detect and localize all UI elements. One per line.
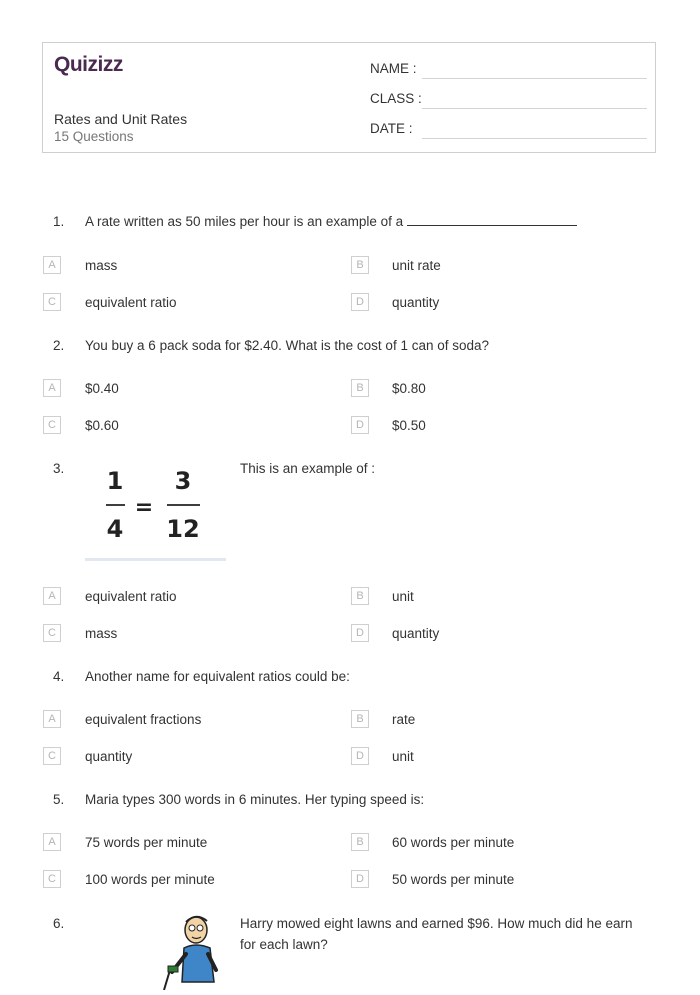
option-letter: D (351, 870, 369, 888)
option-text: quantity (392, 626, 440, 641)
question-number: 1. (53, 214, 65, 229)
question-1-text: A rate written as 50 miles per hour is an example of a (85, 214, 404, 229)
option-letter: C (43, 416, 61, 434)
fraction-right-numerator: 3 (174, 467, 192, 495)
question-text: This is an example of : (240, 461, 376, 476)
date-line (422, 138, 647, 139)
class-label: CLASS : (370, 91, 422, 106)
option-text: equivalent ratio (85, 589, 177, 604)
option-letter: D (351, 624, 369, 642)
option-text: equivalent ratio (85, 295, 177, 310)
answer-blank (407, 225, 577, 226)
question-count: 15 Questions (54, 129, 134, 144)
worksheet-title: Rates and Unit Rates (54, 111, 188, 127)
name-field (370, 58, 647, 80)
fraction-right-denominator: 12 (166, 515, 200, 543)
option-letter: D (351, 747, 369, 765)
option-letter: D (351, 293, 369, 311)
date-field (370, 118, 647, 140)
option-letter: B (351, 256, 369, 274)
fraction-graphic (85, 462, 226, 562)
question-number: 5. (53, 792, 65, 807)
name-line (422, 78, 647, 79)
option-letter: A (43, 587, 61, 605)
option-letter: B (351, 833, 369, 851)
equals-sign: = (134, 495, 154, 520)
option-letter: A (43, 710, 61, 728)
fraction-left-numerator: 1 (106, 467, 124, 495)
option-letter: C (43, 624, 61, 642)
quizizz-logo: Quizizz (54, 53, 123, 76)
option-text: unit rate (392, 258, 441, 273)
image-underline (85, 558, 226, 561)
cartoon-graphic (150, 912, 230, 990)
fraction-image (85, 462, 226, 562)
question-number: 4. (53, 669, 65, 684)
option-letter: B (351, 710, 369, 728)
lawn-mower-cartoon-icon (150, 912, 230, 990)
option-text: 100 words per minute (85, 872, 215, 887)
option-letter: C (43, 293, 61, 311)
option-text: mass (85, 258, 118, 273)
option-text: equivalent fractions (85, 712, 202, 727)
option-letter: B (351, 379, 369, 397)
option-text: $0.80 (392, 381, 426, 396)
question-number: 6. (53, 916, 65, 931)
option-letter: C (43, 747, 61, 765)
option-text: rate (392, 712, 416, 727)
question-number: 3. (53, 461, 65, 476)
worksheet-header (42, 42, 656, 153)
option-text: $0.50 (392, 418, 426, 433)
question-text: You buy a 6 pack soda for $2.40. What is the cost of 1 can of soda? (85, 338, 490, 353)
question-text (85, 214, 577, 229)
question-text: Harry mowed eight lawns and earned $96. How much did he earn for each lawn? (240, 916, 633, 952)
option-text: quantity (392, 295, 440, 310)
option-letter: A (43, 256, 61, 274)
option-text: $0.60 (85, 418, 119, 433)
option-text: mass (85, 626, 118, 641)
class-field (370, 88, 647, 110)
name-label: NAME : (370, 61, 417, 76)
option-text: 50 words per minute (392, 872, 515, 887)
option-letter: A (43, 833, 61, 851)
question-text: Maria types 300 words in 6 minutes. Her typing speed is: (85, 792, 425, 807)
question-number: 2. (53, 338, 65, 353)
class-line (422, 108, 647, 109)
option-text: $0.40 (85, 381, 119, 396)
option-text: unit (392, 749, 414, 764)
option-text: quantity (85, 749, 133, 764)
option-letter: C (43, 870, 61, 888)
option-letter: B (351, 587, 369, 605)
question-text: Another name for equivalent ratios could be: (85, 669, 350, 684)
option-letter: A (43, 379, 61, 397)
option-text: 60 words per minute (392, 835, 515, 850)
option-text: unit (392, 589, 414, 604)
option-text: 75 words per minute (85, 835, 208, 850)
date-label: DATE : (370, 121, 413, 136)
option-letter: D (351, 416, 369, 434)
fraction-left-denominator: 4 (106, 515, 124, 543)
